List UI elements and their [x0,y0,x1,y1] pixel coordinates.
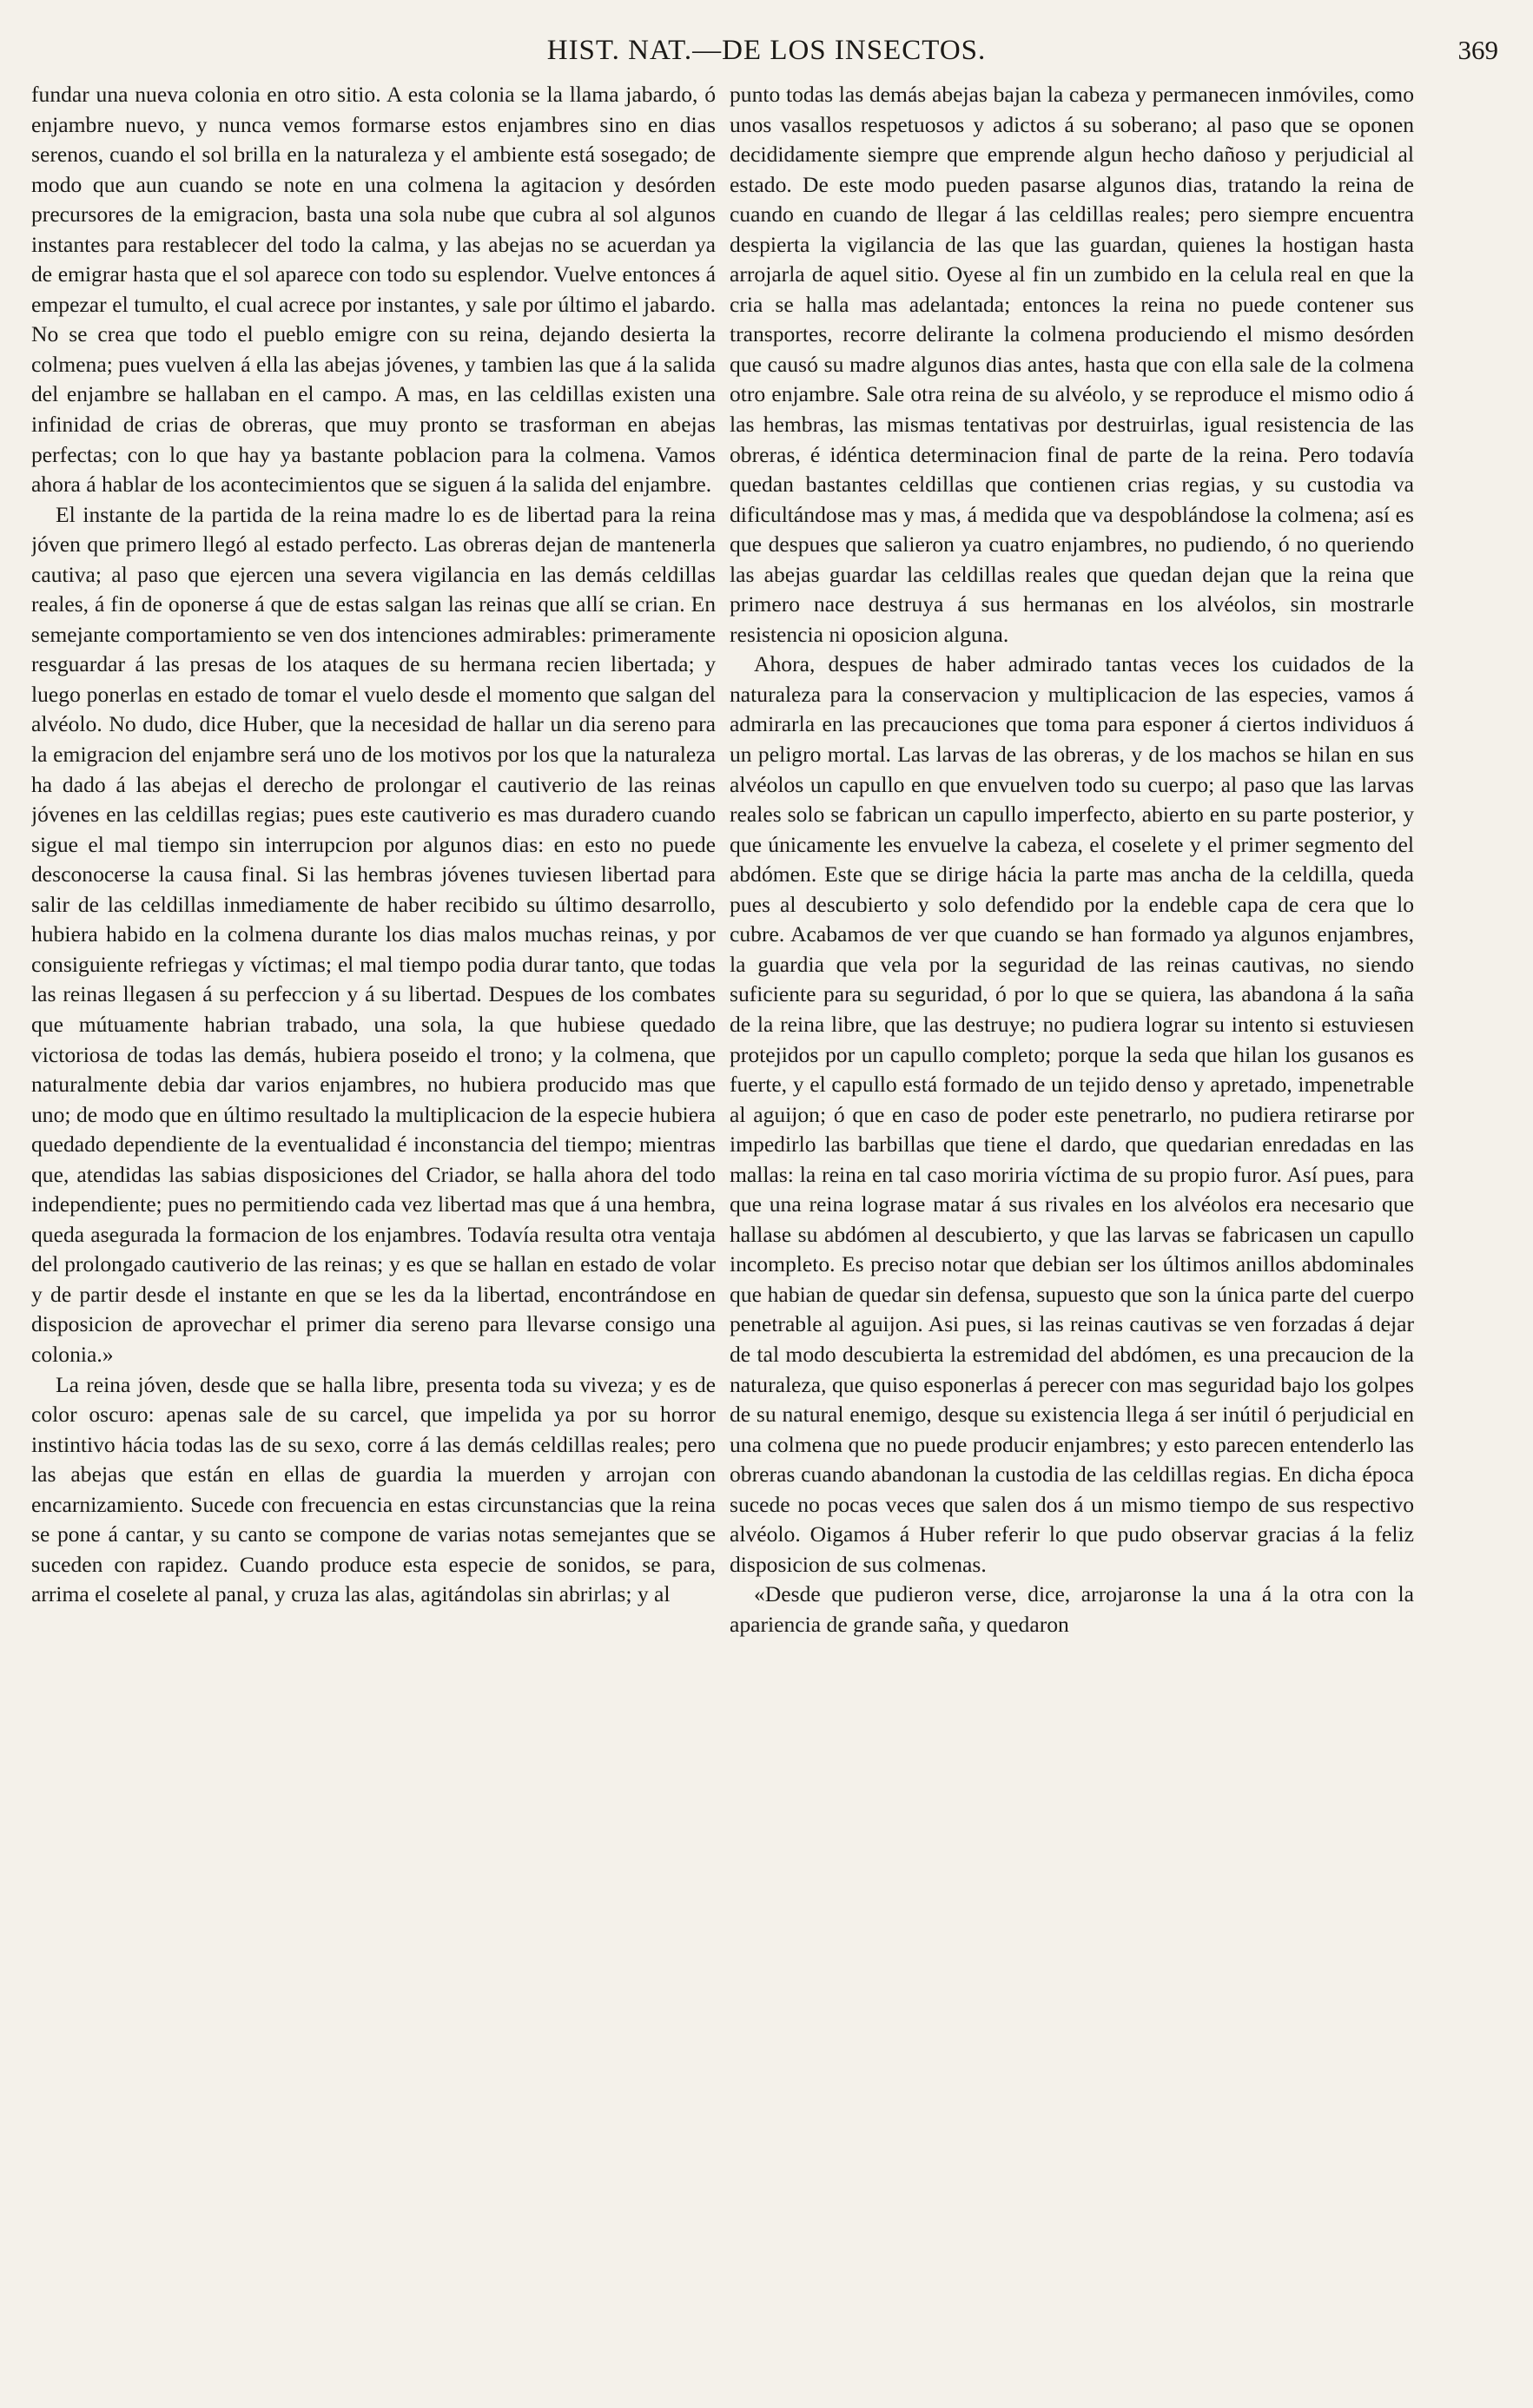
paragraph: «Desde que pudieron verse, dice, arrojaronse la una á la otra con la apariencia de grande saña, y quedaron [730,1581,1414,1637]
left-column [31,80,716,2303]
paragraph: La reina jóven, desde que se halla libre, presenta toda su viveza; y es de color oscuro: apenas sale de su carcel, que impelida ya por su horror instintivo hácia todas las de su sexo, corre á las demás celdillas reales; pero las abejas que están en ellas de guardia la muerden y arrojan con encarnizamiento. Sucede con frecuencia en estas circunstancias que la reina se pone á cantar, y su canto se compone de varias notas semejantes que se suceden con rapidez. Cuando produce esta especie de sonidos, se para, arrima el coselete al panal, y cruza las alas, agitándolas sin abrirlas; y al [31,1371,716,1607]
paragraph: fundar una nueva colonia en otro sitio. A esta colonia se la llama jabardo, ó enjambre nuevo, y nunca vemos formarse estos enjambres sino en dias serenos, cuando el sol brilla en la naturaleza y el ambiente está sosegado; de modo que aun cuando se note en una colmena la agitacion y desórden precursores de la emigracion, basta una sola nube que cubra al sol algunos instantes para restablecer del todo la calma, y las abejas no se acuerdan ya de emigrar hasta que el sol aparece con todo su esplendor. Vuelve entonces á empezar el tumulto, el cual acrece por instantes, y sale por último el jabardo. No se crea que todo el pueblo emigre con su reina, dejando desierta la colmena; pues vuelven á ella las abejas jóvenes, y tambien las que á la salida del enjambre se hallaban en el campo. A mas, en las celdillas existen una infinidad de crias de obreras, que muy pronto se trasforman en abejas perfectas; con lo que hay ya bastante poblacion para la colmena. Vamos ahora á hablar de los acontecimientos que se siguen á la salida del enjambre. [31,82,716,498]
right-column [730,80,1414,2303]
paragraph: El instante de la partida de la reina madre lo es de libertad para la reina jóven que primero llegó al estado perfecto. Las obreras dejan de mantenerla cautiva; al paso que ejercen una severa vigilancia en las demás celdillas reales, á fin de oponerse á que de estas salgan las reinas que allí se crian. En semejante comportamiento se ven dos intenciones admirables: primeramente resguardar á las presas de los ataques de su hermana recien libertada; y luego ponerlas en estado de tomar el vuelo desde el momento que salgan del alvéolo. No dudo, dice Huber, que la necesidad de hallar un dia sereno para la emigracion del enjambre será uno de los motivos por los que la naturaleza ha dado á las abejas el derecho de prolongar el cautiverio de las reinas jóvenes en las celdillas regias; pues este cautiverio es mas duradero cuando sigue el mal tiempo sin interrupcion por algunos dias: en esto no puede desconocerse la causa final. Si las hembras jóvenes tuviesen libertad para salir de las celdillas inmediamente de haber recibido su último desarrollo, hubiera habido en la colmena durante los dias malos muchas reinas, y por consiguiente refriegas y víctimas; el mal tiempo podia durar tanto, que todas las reinas llegasen á su perfeccion y á su libertad. Despues de los combates que mútuamente habrian trabado, una sola, la que hubiese quedado victoriosa de todas las demás, hubiera poseido el trono; y la colmena, que naturalmente debia dar varios enjambres, no hubiera producido mas que uno; de modo que en último resultado la multiplicacion de la especie hubiera quedado dependiente de la eventualidad é inconstancia del tiempo; mientras que, atendidas las sabias disposiciones del Criador, se halla ahora del todo independiente; pues no permitiendo cada vez libertad mas que á una hembra, queda asegurada la formacion de los enjambres. Todavía resulta otra ventaja del prolongado cautiverio de las reinas; y es que se hallan en estado de volar y de partir desde el instante en que se les da la libertad, encontrándose en disposicion de aprovechar el primer dia sereno para llevarse consigo una colonia.» [31,501,716,1367]
running-title: HIST. NAT.—DE LOS INSECTOS. [546,35,987,66]
paragraph: Ahora, despues de haber admirado tantas veces los cuidados de la naturaleza para la conservacion y multiplicacion de las especies, vamos á admirarla en las precauciones que toma para esponer á ciertos individuos á un peligro mortal. Las larvas de las obreras, y de los machos se hilan en sus alvéolos un capullo en que envuelven todo su cuerpo; al paso que las larvas reales solo se fabrican un capullo imperfecto, abierto en su parte posterior, y que únicamente les envuelve la cabeza, el coselete y el primer segmento del abdómen. Este que se dirige hácia la parte mas ancha de la celdilla, queda pues al descubierto y solo defendido por la endeble capa de cera que lo cubre. Acabamos de ver que cuando se han formado ya algunos enjambres, la guardia que vela por la seguridad de las reinas cautivas, no siendo suficiente para su seguridad, ó por lo que se quiera, las abandona á la saña de la reina libre, que las destruye; no pudiera lograr su intento si estuviesen protejidos por un capullo completo; porque la seda que hilan los gusanos es fuerte, y el capullo está formado de un tejido denso y apretado, impenetrable al aguijon; ó que en caso de poder este penetrarlo, no pudiera retirarse por impedirlo las barbillas que tiene el dardo, que quedarian enredadas en las mallas: la reina en tal caso moriria víctima de su propio furor. Así pues, para que una reina lograse matar á sus rivales en los alvéolos era necesario que hallase su abdómen al descubierto, y que las larvas se fabricasen un capullo incompleto. Es preciso notar que debian ser los últimos anillos abdominales que habian de quedar sin defensa, supuesto que son la única parte del cuerpo penetrable al aguijon. Asi pues, si las reinas cautivas se ven forzadas á dejar de tal modo descubierta la estremidad del abdómen, es una precaucion de la naturaleza, que quiso esponerlas á perecer con mas seguridad bajo los golpes de su natural enemigo, desque su existencia llega á ser inútil ó perjudicial en una colmena que no puede producir enjambres; y esto parecen entenderlo las obreras cuando abandonan la custodia de las celdillas regias. En dicha época sucede no pocas veces que salen dos á un mismo tiempo de sus respectivo alvéolo. Oigamos á Huber referir lo que pudo observar gracias á la feliz disposicion de sus colmenas. [730,651,1414,1577]
paragraph: punto todas las demás abejas bajan la cabeza y permanecen inmóviles, como unos vasallos respetuosos y adictos á su soberano; al paso que se oponen decididamente siempre que emprende algun hecho dañoso y perjudicial al estado. De este modo pueden pasarse algunos dias, tratando la reina de cuando en cuando de llegar á las celdillas reales; pero siempre encuentra despierta la vigilancia de las que las guardan, quienes la hostigan hasta arrojarla de aquel sitio. Oyese al fin un zumbido en la celula real en que la cria se halla mas adelantada; entonces la reina no puede contener sus transportes, recorre delirante la colmena produciendo el mismo desórden que causó su madre algunos dias antes, hasta que con ella sale de la colmena otro enjambre. Sale otra reina de su alvéolo, y se reproduce el mismo odio á las hembras, las mismas tentativas por destruirlas, igual resistencia de las obreras, é idéntica determinacion final de parte de la reina. Pero todavía quedan bastantes celdillas que contienen crias regias, y su custodia va dificultándose mas y mas, á medida que va despoblándose la colmena; así es que despues que salieron ya cuatro enjambres, no pudiendo, ó no queriendo las abejas guardar las celdillas reales que quedan dejan que la reina que primero nace destruya á sus hermanas en los alvéolos, sin mostrarle resistencia ni oposicion alguna. [730,82,1414,647]
running-head [31,35,1502,80]
page-number: 369 [1457,35,1498,65]
